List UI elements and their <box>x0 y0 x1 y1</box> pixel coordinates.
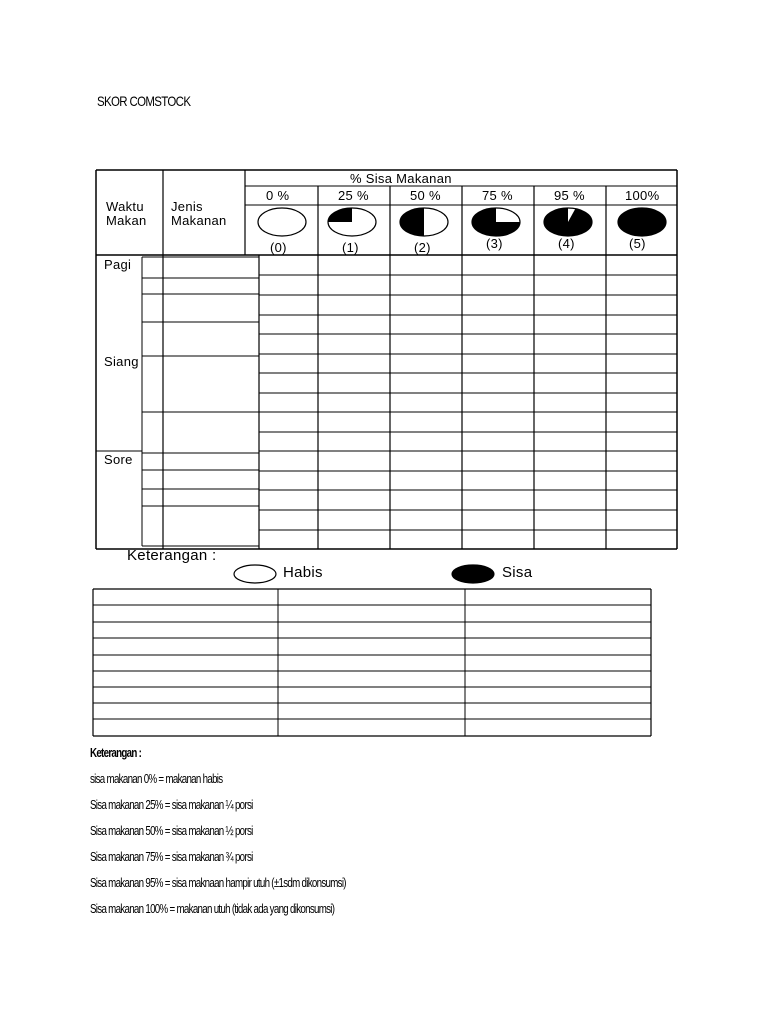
portion-icon-4 <box>544 208 592 236</box>
sisa-makanan-group-header: % Sisa Makanan <box>350 171 452 186</box>
percent-header-3: 75 % <box>482 188 513 203</box>
col-jenis-makanan-label <box>171 200 227 228</box>
percent-header-5: 100% <box>625 188 660 203</box>
meal-time-siang: Siang <box>104 354 139 369</box>
portion-icon-2 <box>400 208 448 236</box>
note-line: Sisa makanan 25% = sisa makanan ¼ porsi <box>90 798 253 812</box>
percent-header-4: 95 % <box>554 188 585 203</box>
legend-sisa-icon <box>452 565 494 583</box>
score-label-5: (5) <box>629 236 646 251</box>
percent-header-0: 0 % <box>266 188 290 203</box>
notes-heading: Keterangan : <box>90 746 142 760</box>
portion-icon-3 <box>472 208 520 236</box>
note-line: sisa makanan 0% = makanan habis <box>90 772 223 786</box>
percent-header-2: 50 % <box>410 188 441 203</box>
score-label-4: (4) <box>558 236 575 251</box>
document-title: SKOR COMSTOCK <box>97 93 191 109</box>
legend-habis-label: Habis <box>283 564 323 581</box>
col-jenis-text: Jenis Makanan <box>171 199 227 228</box>
col-waktu-makan-label <box>106 200 147 228</box>
portion-icon-1 <box>328 208 376 236</box>
score-label-0: (0) <box>270 240 287 255</box>
score-label-1: (1) <box>342 240 359 255</box>
col-waktu-text: Waktu Makan <box>106 199 147 228</box>
legend-title: Keterangan : <box>127 547 217 564</box>
note-line: Sisa makanan 95% = sisa maknaan hampir utuh (±1sdm dikonsumsi) <box>90 876 346 890</box>
note-line: Sisa makanan 75% = sisa makanan ¾ porsi <box>90 850 253 864</box>
legend-habis-icon <box>234 565 276 583</box>
percent-header-1: 25 % <box>338 188 369 203</box>
notes-section <box>90 745 418 927</box>
legend-sisa-label: Sisa <box>502 564 533 581</box>
score-label-3: (3) <box>486 236 503 251</box>
meal-time-sore: Sore <box>104 452 133 467</box>
portion-icon-5 <box>618 208 666 236</box>
meal-time-pagi: Pagi <box>104 257 132 272</box>
note-line: Sisa makanan 50% = sisa makanan ½ porsi <box>90 824 253 838</box>
portion-icon-0 <box>258 208 306 236</box>
note-line: Sisa makanan 100% = makanan utuh (tidak ada yang dikonsumsi) <box>90 902 335 916</box>
score-label-2: (2) <box>414 240 431 255</box>
